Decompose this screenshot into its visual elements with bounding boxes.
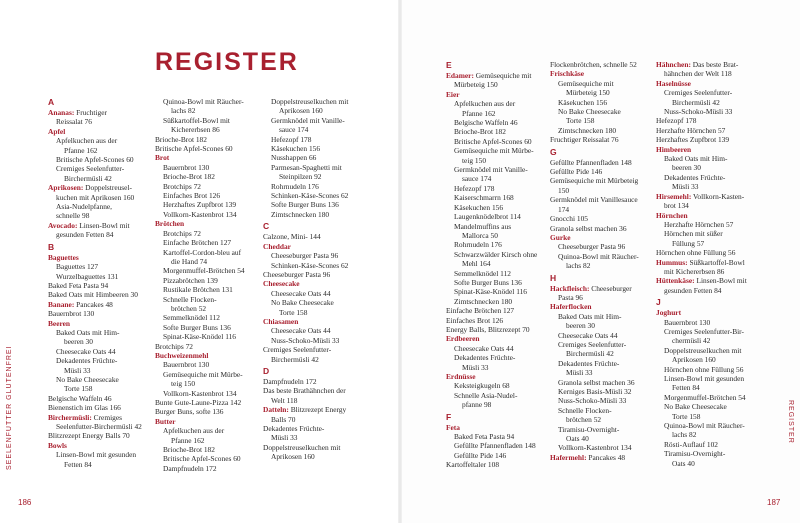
index-entry: Rohrnudeln 176 <box>271 181 319 191</box>
index-entry: Cheesecake Oats 44 <box>271 288 331 298</box>
index-entry: Energy Balls, Blitzrezept 70 <box>446 324 530 334</box>
index-entry: Schwarzwälder Kirsch ohne <box>454 249 538 259</box>
index-keyword: Chiasamen <box>263 316 299 326</box>
index-entry: Pfanne 162 <box>171 435 205 445</box>
index-keyword: Beeren <box>48 318 71 328</box>
index-entry: Asia-Nudelpfanne, <box>56 202 113 212</box>
index-entry: Mürbeteig 150 <box>566 88 610 98</box>
index-entry: Cheesecake Oats 44 <box>558 330 618 340</box>
index-entry <box>550 453 650 462</box>
index-entry <box>656 192 760 201</box>
index-keyword: Eier <box>446 89 460 99</box>
index-entry <box>656 60 760 69</box>
index-entry: Doppelstreuselkuchen mit <box>664 345 742 355</box>
index-entry: Calzone, Mini- 144 <box>263 232 321 242</box>
index-entry: Britische Apfel-Scones 60 <box>454 136 532 146</box>
index-entry: Vollkorn-Kastenbrot 134 <box>163 209 237 219</box>
index-entry: No Bake Cheesecake <box>558 107 621 117</box>
index-entry-text: Cremiges <box>91 412 122 422</box>
index-entry: lachs 82 <box>672 430 697 440</box>
index-keyword: Baguettes <box>48 252 79 262</box>
index-keyword: Cheddar <box>263 241 291 251</box>
index-entry: Schnelle Asia-Nudel- <box>454 390 518 400</box>
index-entry: Dekadentes Früchte- <box>664 172 726 182</box>
index-entry: Tiramisu-Overnight- <box>558 424 620 434</box>
index-entry-text: Vollkorn-Kasten- <box>691 191 745 201</box>
index-entry: Brotchips 72 <box>155 341 193 351</box>
book-gutter <box>398 0 402 523</box>
index-entry: Herzhaftes Zupfbrot 139 <box>656 135 730 145</box>
index-entry: Torte 158 <box>566 116 595 126</box>
index-entry: Dekadentes Früchte- <box>56 356 118 366</box>
index-entry: Dampfnudeln 172 <box>163 463 217 473</box>
index-entry: Süßkartoffel-Bowl mit <box>163 115 230 125</box>
index-entry: Cheeseburger Pasta 96 <box>271 251 339 261</box>
index-letter: H <box>550 272 557 283</box>
index-keyword: Brot <box>155 153 170 163</box>
index-entry <box>656 276 760 285</box>
index-entry: Füllung 57 <box>672 238 705 248</box>
index-entry: Spinat-Käse-Knödel 116 <box>454 287 528 297</box>
index-entry: Hefezopf 178 <box>271 134 312 144</box>
index-keyword: Haselnüsse <box>656 78 691 88</box>
index-entry: Oats 40 <box>672 458 695 468</box>
index-entry: Softe Burger Buns 136 <box>271 200 339 210</box>
index-entry: Reissalat 76 <box>56 117 92 127</box>
index-entry: Torte 158 <box>64 384 93 394</box>
index-entry: Das beste Brathähnchen der <box>263 386 346 396</box>
index-entry: Pfanne 162 <box>462 108 496 118</box>
index-entry: Müsli 33 <box>271 433 298 443</box>
index-entry: Cheesecake Oats 44 <box>454 343 514 353</box>
index-entry: hähnchen der Welt 118 <box>664 69 732 79</box>
index-entry: Dekadentes Früchte- <box>558 358 620 368</box>
index-keyword: Apfel <box>48 126 66 136</box>
index-entry: Parmesan-Spaghetti mit <box>271 162 342 172</box>
index-keyword: Banane: <box>48 299 75 309</box>
index-entry: No Bake Cheesecake <box>271 298 334 308</box>
index-entry: Bauernbrot 130 <box>163 162 210 172</box>
index-entry: Müsli 33 <box>462 362 489 372</box>
index-entry: Belgische Waffeln 46 <box>454 118 518 128</box>
index-entry: Bauernbrot 130 <box>664 317 711 327</box>
index-entry: Fruchtiger Reissalat 76 <box>550 135 619 145</box>
index-entry: Cheesecake Oats 44 <box>56 346 116 356</box>
page-title: REGISTER <box>155 48 299 76</box>
index-entry: Hefezopf 178 <box>656 116 697 126</box>
page-number-left: 186 <box>18 498 32 507</box>
index-keyword: Edamer: <box>446 71 474 80</box>
index-entry: Brioche-Brot 182 <box>163 445 215 455</box>
index-entry: Apfelkuchen aus der <box>163 426 225 436</box>
index-entry: Granola selbst machen 36 <box>550 223 627 233</box>
index-entry <box>446 71 546 80</box>
index-entry: Granola selbst machen 36 <box>558 377 635 387</box>
index-entry: Pizzabrötchen 139 <box>163 275 218 285</box>
index-letter: D <box>263 365 270 376</box>
index-entry: Semmelknödel 112 <box>454 268 511 278</box>
index-entry: gesunden Fetten 84 <box>56 230 114 240</box>
index-entry: Britische Apfel-Scones 60 <box>56 155 134 165</box>
index-entry: kuchen mit Aprikosen 160 <box>56 192 135 202</box>
index-entry: Herzhafte Hörnchen 57 <box>656 125 726 135</box>
index-entry: Blitzrezept Energy Balls 70 <box>48 431 130 441</box>
index-entry: Kerniges Basis-Müsli 32 <box>558 387 632 396</box>
index-entry: Brotchips 72 <box>163 228 201 238</box>
side-label-left: SEELENFUTTER GLUTENFREI <box>6 345 13 470</box>
index-entry: Laugenknödelbrot 114 <box>454 212 521 222</box>
index-entry: Müsli 33 <box>672 182 699 192</box>
index-entry: Germknödel mit Vanille- <box>271 115 345 125</box>
index-letter: E <box>446 60 452 70</box>
index-entry: Käsekuchen 156 <box>271 144 321 154</box>
index-keyword: Cheesecake <box>263 279 300 289</box>
index-entry: Kaiserschmarrn 168 <box>454 193 514 203</box>
index-entry: Kichererbsen 86 <box>171 125 220 135</box>
index-entry: Dekadentes Früchte- <box>263 424 325 433</box>
index-keyword: Avocado: <box>48 220 78 230</box>
index-entry: Rösti-Auflauf 102 <box>664 439 718 449</box>
index-entry: Linsen-Bowl mit gesunden <box>664 374 745 383</box>
page-number-right: 187 <box>767 498 781 507</box>
index-entry: schnelle 98 <box>56 211 90 221</box>
index-entry: Morgenmuffel-Brötchen 54 <box>163 266 245 276</box>
index-entry: Mallorca 50 <box>462 230 498 240</box>
index-column-6 <box>656 60 760 468</box>
index-entry: gesunden Fetten 84 <box>664 285 722 295</box>
index-entry: Gefüllte Pide 146 <box>550 167 603 177</box>
index-keyword: Aprikosen: <box>48 183 84 193</box>
index-entry: Müsli 33 <box>566 368 593 378</box>
index-letter: C <box>263 221 270 232</box>
index-entry: Hörnchen ohne Füllung 56 <box>664 364 744 374</box>
index-entry: Burger Buns, softe 136 <box>155 407 224 417</box>
index-keyword: Gurke <box>550 232 571 242</box>
index-column-5 <box>550 60 650 462</box>
index-letter: J <box>656 297 661 308</box>
index-letter: G <box>550 146 557 157</box>
index-entry: Baked Oats mit Him- <box>56 327 120 337</box>
index-entry: Nuss-Schoko-Müsli 33 <box>271 335 340 345</box>
index-entry: beeren 30 <box>672 163 701 173</box>
index-entry: lachs 82 <box>566 261 591 271</box>
index-entry <box>263 405 373 414</box>
index-entry-text: Linsen-Bowl mit <box>694 276 747 286</box>
index-entry: Aprikosen 160 <box>279 106 323 116</box>
index-keyword: Frischkäse <box>550 69 585 79</box>
index-entry: teig 150 <box>462 155 487 165</box>
index-keyword: Hähnchen: <box>656 60 691 69</box>
index-entry: die Hand 74 <box>171 256 208 266</box>
index-entry: Keksteigkugeln 68 <box>454 381 510 391</box>
index-letter: A <box>48 97 55 107</box>
index-keyword: Feta <box>446 422 460 432</box>
index-keyword: Buchweizenmehl <box>155 350 209 360</box>
index-entry: Müsli 33 <box>64 365 91 375</box>
index-entry: Belgische Waffeln 46 <box>48 393 112 403</box>
index-entry <box>656 258 760 267</box>
index-entry: Rohrnudeln 176 <box>454 240 502 250</box>
index-entry: Tiramisu-Overnight- <box>664 449 726 459</box>
index-entry: No Bake Cheesecake <box>664 402 727 412</box>
index-entry: Cremiges Seelenfutter- <box>263 345 332 355</box>
index-keyword: Hackfleisch: <box>550 283 590 293</box>
index-keyword: Joghurt <box>656 308 682 318</box>
index-entry: Oats 40 <box>566 434 589 444</box>
index-entry: Schnelle Flocken- <box>163 294 217 304</box>
index-entry: Baked Oats mit Him- <box>664 154 728 164</box>
index-entry: Käsekuchen 156 <box>454 202 504 212</box>
index-entry: Seelenfutter-Birchermüsli 42 <box>56 422 142 431</box>
index-entry: 150 <box>558 185 570 195</box>
index-entry: Torte 158 <box>672 411 701 421</box>
index-keyword: Bowls <box>48 440 67 450</box>
index-keyword: Birchermüsli: <box>48 412 92 422</box>
index-entry: Cheeseburger Pasta 96 <box>263 269 331 279</box>
index-entry-text: Süßkartoffel-Bowl <box>687 257 745 267</box>
index-entry: Britische Apfel-Scones 60 <box>163 454 241 464</box>
index-entry: Gemüsequiche mit Mürbeteig <box>550 176 639 186</box>
index-entry: Doppelstreuselkuchen mit <box>271 97 349 106</box>
index-entry: Gemüsequiche mit Mürbe- <box>163 369 243 379</box>
index-entry: Brotchips 72 <box>163 181 201 191</box>
index-entry: Schinken-Käse-Scones 62 <box>271 260 349 270</box>
index-entry: Cremiges Seelenfutter- <box>558 339 627 349</box>
index-entry: Wurzelbaguettes 131 <box>56 271 119 281</box>
index-keyword: Ananas: <box>48 108 75 117</box>
index-entry-text: Linsen-Bowl mit <box>77 220 130 230</box>
index-entry: Britische Apfel-Scones 60 <box>155 144 233 154</box>
index-entry: Vollkorn-Kastenbrot 134 <box>163 388 237 398</box>
index-entry-text: Das beste Brat- <box>690 60 739 69</box>
index-entry-text: Blitzrezept Energy <box>288 405 347 415</box>
index-entry: Mandelmuffins aus <box>454 221 512 231</box>
index-entry: Brioche-Brot 182 <box>155 134 207 144</box>
index-keyword: Hafermehl: <box>550 452 587 462</box>
index-entry: lachs 82 <box>171 106 196 116</box>
index-entry: Baked Oats mit Him- <box>558 311 622 321</box>
index-entry: Herzhafte Hörnchen 57 <box>664 219 734 229</box>
index-entry: Mehl 164 <box>462 259 491 269</box>
index-entry: Hörnchen ohne Füllung 56 <box>656 248 736 258</box>
index-entry: Doppelstreuselkuchen mit <box>263 442 341 452</box>
index-entry: Semmelknödel 112 <box>163 313 220 323</box>
index-entry: Baked Feta Pasta 94 <box>454 432 515 442</box>
index-entry: beeren 30 <box>64 337 93 347</box>
index-entry: Zimtschnecken 180 <box>271 209 330 219</box>
index-entry: 174 <box>558 204 570 214</box>
index-entry <box>550 284 650 293</box>
index-entry: Cremiges Seelenfutter-Bir- <box>664 326 744 336</box>
index-entry: Einfache Brötchen 127 <box>446 306 515 316</box>
index-keyword: Brötchen <box>155 219 185 229</box>
index-entry: Bienenstich im Glas 166 <box>48 403 121 413</box>
index-entry-text: Gemüsequiche mit <box>473 71 532 80</box>
index-keyword: Erdbeeren <box>446 334 480 344</box>
index-entry: pfanne 98 <box>462 400 492 410</box>
index-entry: Softe Burger Buns 136 <box>454 277 522 287</box>
index-entry: Brioche-Brot 182 <box>163 172 215 182</box>
index-entry-text: Fruchtiger <box>74 108 107 117</box>
index-entry: Käsekuchen 156 <box>558 97 608 107</box>
index-keyword: Haferflocken <box>550 302 592 312</box>
index-entry: Fetten 84 <box>64 459 92 469</box>
index-keyword: Himbeeren <box>656 144 692 154</box>
index-entry: Herzhaftes Zupfbrot 139 <box>163 200 237 210</box>
index-entry: Baked Oats mit Himbeeren 30 <box>48 290 138 300</box>
index-entry: Gemüsequiche mit Mürbe- <box>454 146 534 156</box>
index-keyword: Hörnchen <box>656 210 688 220</box>
index-keyword: Hummus: <box>656 257 688 267</box>
index-entry: Dampfnudeln 172 <box>263 376 317 386</box>
index-entry: Bauernbrot 130 <box>48 309 95 319</box>
index-keyword: Datteln: <box>263 405 289 415</box>
index-entry: Pfanne 162 <box>64 145 98 155</box>
index-entry: Baked Feta Pasta 94 <box>48 280 109 290</box>
index-entry <box>48 413 150 422</box>
index-column-2 <box>155 97 259 473</box>
index-letter: F <box>446 411 452 422</box>
index-entry: Cremiges Seelenfutter- <box>664 88 733 98</box>
index-entry: Kartoffeltaler 108 <box>446 460 500 470</box>
index-entry: Nuss-Schoko-Müsli 33 <box>664 107 733 117</box>
index-entry: Hörnchen mit süßer <box>664 229 723 239</box>
index-entry <box>48 300 150 309</box>
index-entry: sauce 174 <box>279 125 309 135</box>
index-entry: Cheeseburger Pasta 96 <box>558 242 626 252</box>
index-entry <box>48 108 150 117</box>
index-entry: Welt 118 <box>271 395 298 405</box>
index-entry: Zimtschnecken 180 <box>454 296 513 306</box>
index-entry: Bauernbrot 130 <box>163 360 210 370</box>
index-entry: Einfaches Brot 126 <box>163 191 221 201</box>
index-entry: Birchermüsli 42 <box>271 354 319 364</box>
index-entry: Gnocchi 105 <box>550 214 588 224</box>
index-entry: Apfelkuchen aus der <box>56 136 118 146</box>
index-entry: Einfache Brötchen 127 <box>163 238 232 248</box>
index-entry: brot 134 <box>664 201 689 211</box>
index-entry: chermüsli 42 <box>672 336 711 346</box>
index-entry: Baguettes 127 <box>56 262 99 272</box>
index-column-1 <box>48 97 150 469</box>
index-entry: Hefezopf 178 <box>454 183 495 193</box>
index-entry: Quinoa-Bowl mit Räucher- <box>664 421 745 431</box>
index-entry: Cremiges Seelenfutter- <box>56 164 125 174</box>
index-entry-text: Pancakes 48 <box>586 452 626 462</box>
index-keyword: Hüttenkäse: <box>656 276 695 286</box>
index-entry: Birchermüsli 42 <box>672 97 720 107</box>
index-entry: Kartoffel-Cordon-bleu auf <box>163 247 242 257</box>
side-label-right: REGISTER <box>787 400 794 444</box>
index-entry: Apfelkuchen aus der <box>454 99 516 109</box>
index-entry: Quinoa-Bowl mit Räucher- <box>163 97 244 106</box>
index-column-4 <box>446 60 546 470</box>
index-entry: sauce 174 <box>462 174 492 184</box>
index-entry: Schinken-Käse-Scones 62 <box>271 191 349 201</box>
index-entry: Fetten 84 <box>672 383 700 393</box>
index-entry: Germknödel mit Vanille- <box>454 165 528 175</box>
index-entry: brötchen 52 <box>566 415 602 425</box>
index-entry: Torte 158 <box>279 307 308 317</box>
index-entry: Germknödel mit Vanillesauce <box>550 195 638 205</box>
index-entry: Dekadentes Früchte- <box>454 353 516 363</box>
index-entry: Schnelle Flocken- <box>558 405 612 415</box>
index-entry: Brioche-Brot 182 <box>454 127 506 137</box>
index-entry: Flockenbrötchen, schnelle 52 <box>550 60 637 69</box>
index-column-3 <box>263 97 373 462</box>
index-entry-text: Pancakes 48 <box>74 299 113 309</box>
index-keyword: Butter <box>155 416 176 426</box>
index-entry: Linsen-Bowl mit gesunden <box>56 450 137 460</box>
index-entry: Bunte Gute-Laune-Pizza 142 <box>155 398 242 407</box>
index-entry-text: Cheeseburger <box>589 283 632 293</box>
index-entry: Aprikosen 160 <box>672 355 716 365</box>
index-keyword: Erdnüsse <box>446 372 476 381</box>
index-entry: Rustikale Brötchen 131 <box>163 285 233 295</box>
index-entry: Nusshappen 66 <box>271 153 317 163</box>
index-entry: Steinpilzen 92 <box>279 172 322 182</box>
index-keyword: Hirsemehl: <box>656 191 692 201</box>
index-entry: Einfaches Brot 126 <box>446 315 504 325</box>
index-entry <box>48 183 150 192</box>
index-entry: Softe Burger Buns 136 <box>163 322 231 332</box>
index-entry: Pasta 96 <box>558 292 583 302</box>
index-entry: Gefüllte Pfannenfladen 148 <box>550 157 632 167</box>
index-entry: Birchermüsli 42 <box>566 349 614 359</box>
index-entry: Morgenmuffel-Brötchen 54 <box>664 392 746 402</box>
index-entry: No Bake Cheesecake <box>56 374 119 384</box>
index-letter: B <box>48 241 55 252</box>
index-entry: Birchermüsli 42 <box>64 173 112 183</box>
index-entry: Gefüllte Pfannenfladen 148 <box>454 441 536 451</box>
index-entry: Aprikosen 160 <box>271 452 315 462</box>
index-entry: Nuss-Schoko-Müsli 33 <box>558 396 627 406</box>
index-entry-text: Doppelstreusel- <box>83 183 132 193</box>
index-entry <box>48 221 150 230</box>
index-entry: beeren 30 <box>566 321 595 331</box>
index-entry: mit Kichererbsen 86 <box>664 266 725 276</box>
index-entry: Quinoa-Bowl mit Räucher- <box>558 251 639 261</box>
index-entry: Spinat-Käse-Knödel 116 <box>163 332 237 342</box>
index-entry: Vollkorn-Kastenbrot 134 <box>558 443 632 453</box>
index-entry: teig 150 <box>171 379 196 389</box>
index-entry: Gemüsequiche mit <box>558 78 614 88</box>
index-entry: Zimtschnecken 180 <box>558 125 617 135</box>
index-entry: Balls 70 <box>271 414 296 424</box>
index-entry: Gefüllte Pide 146 <box>454 450 507 460</box>
index-entry: Cheesecake Oats 44 <box>271 326 331 336</box>
index-entry: brötchen 52 <box>171 303 207 313</box>
index-entry: Mürbeteig 150 <box>454 80 498 90</box>
